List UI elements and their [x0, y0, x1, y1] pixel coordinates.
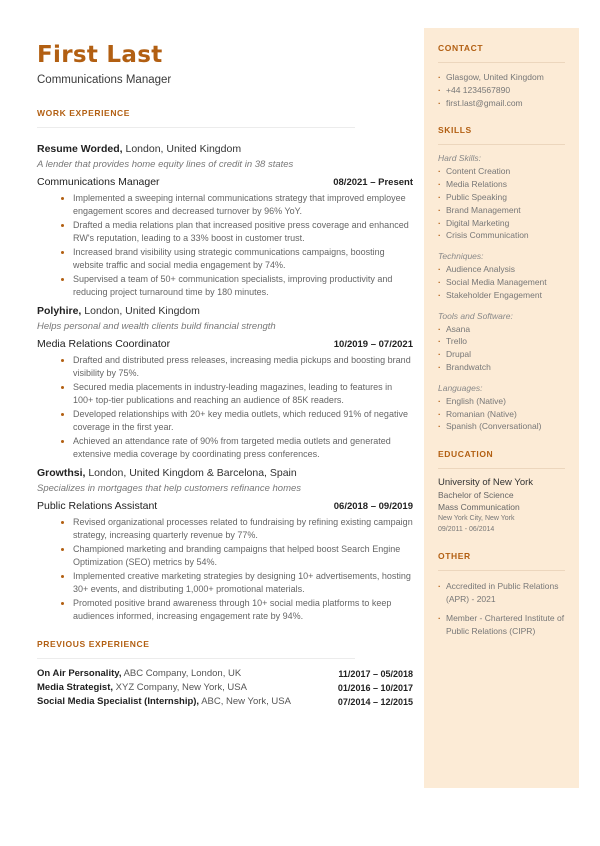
job-company-line: [37, 466, 413, 480]
contact-heading: CONTACT: [438, 43, 484, 53]
previous-role-line: [37, 667, 241, 681]
job-bullet: Increased brand visibility using strategic communications campaigns, boosting website traffic and social media engagement by 74%.: [61, 246, 413, 272]
skill-group-label: Techniques:: [438, 251, 484, 262]
skill-group-list: [438, 263, 565, 301]
skill-item: · Digital Marketing: [438, 217, 565, 230]
candidate-name: First Last: [37, 42, 163, 68]
skill-item: · Public Speaking: [438, 191, 565, 204]
job-company-line: [37, 304, 413, 318]
other-heading: OTHER: [438, 551, 471, 562]
job-role-row: [37, 176, 413, 188]
skill-group-list: [438, 323, 565, 374]
skills-heading: SKILLS: [438, 125, 472, 136]
job-company: Resume Worded,: [37, 143, 123, 155]
skill-item: · Stakeholder Engagement: [438, 289, 565, 302]
education-location: New York City, New York: [438, 515, 515, 523]
work-experience-heading: WORK EXPERIENCE: [37, 108, 131, 118]
skill-item: · Trello: [438, 335, 565, 348]
skill-group-label: Languages:: [438, 382, 483, 393]
job-bullet: Supervised a team of 50+ communication specialists, improving productivity and reducing project turnaround time by 180 minutes.: [61, 273, 413, 299]
job-bullet: Secured media placements in industry-leading magazines, leading to features in 100+ top-tier publications and reaching an audience of 85K readers.: [61, 381, 413, 407]
skill-item: · English (Native): [438, 395, 565, 408]
other-item: · Member - Chartered Institute of Public Relations (CIPR): [438, 612, 565, 638]
job-entry: [37, 466, 413, 623]
job-bullets: [61, 192, 413, 299]
other-list: [438, 580, 565, 637]
skill-group-list: [438, 165, 565, 242]
skill-item: · Spanish (Conversational): [438, 420, 565, 433]
divider: [37, 127, 355, 128]
skill-item: · Drupal: [438, 348, 565, 361]
job-bullet: Implemented creative marketing strategies by designing 10+ advertisements, hosting 30+ events, and distributing 1,000+ promotional materials.: [61, 570, 413, 596]
job-bullet: Developed relationships with 20+ key media outlets, which reduced 91% of negative coverage in the first year.: [61, 408, 413, 434]
skill-group-label: Tools and Software:: [438, 310, 513, 321]
divider: [37, 658, 355, 659]
job-bullet: Implemented a sweeping internal communications strategy that improved employee engagement scores and decreased turnover by 96% YoY.: [61, 192, 413, 218]
previous-dates: 01/2016 – 10/2017: [337, 683, 413, 693]
skill-item: · Audience Analysis: [438, 263, 565, 276]
education-school: University of New York: [438, 477, 534, 489]
job-company-line: [37, 142, 413, 156]
main-column: [37, 40, 413, 709]
sidebar: [424, 28, 579, 788]
skill-item: · Asana: [438, 323, 565, 336]
skills-groups: [438, 152, 565, 433]
job-company: Polyhire,: [37, 305, 82, 317]
job-entry: [37, 142, 413, 299]
job-dates: 10/2019 – 07/2021: [333, 339, 413, 350]
contact-item: · Glasgow, United Kingdom: [438, 71, 565, 84]
previous-role-line: [37, 695, 291, 709]
job-dates: 06/2018 – 09/2019: [333, 501, 413, 512]
contact-item: · +44 1234567890: [438, 84, 565, 97]
divider: [438, 62, 565, 63]
job-role-row: [37, 500, 413, 512]
job-role: Media Relations Coordinator: [37, 338, 171, 350]
divider: [438, 468, 565, 469]
skill-item: · Crisis Communication: [438, 229, 565, 242]
job-bullet: Promoted positive brand awareness through 10+ social media platforms to keep audiences informed, increasing engagement rate by 94%.: [61, 597, 413, 623]
job-role: Public Relations Assistant: [37, 500, 158, 512]
skill-item: · Brand Management: [438, 204, 565, 217]
education-degree: Bachelor of Science: [438, 490, 514, 501]
job-tagline: Specializes in mortgages that help customers refinance homes: [37, 483, 302, 494]
skill-item: · Social Media Management: [438, 276, 565, 289]
job-bullet: Drafted and distributed press releases, increasing media pickups and boosting brand visibility by 75%.: [61, 354, 413, 380]
previous-role-line: [37, 681, 247, 695]
work-experience-list: [37, 142, 413, 623]
previous-role: Media Strategist,: [37, 682, 114, 693]
contact-item: · first.last@gmail.com: [438, 97, 565, 110]
job-location: London, United Kingdom: [81, 305, 200, 317]
skill-group-list: [438, 395, 565, 433]
job-role-row: [37, 338, 413, 350]
other-item: · Accredited in Public Relations (APR) - 2021: [438, 580, 565, 606]
job-bullet: Championed marketing and branding campaigns that helped boost Search Engine Optimization (SEO) metrics by 54%.: [61, 543, 413, 569]
job-location: London, United Kingdom: [122, 143, 242, 155]
education-dates: 09/2011 - 06/2014: [438, 526, 495, 534]
job-company: Growthsi,: [37, 467, 86, 479]
divider: [438, 144, 565, 145]
previous-role: On Air Personality,: [37, 668, 122, 679]
job-bullets: [61, 354, 413, 461]
job-bullets: [61, 516, 413, 623]
job-tagline: Helps personal and wealth clients build financial strength: [37, 321, 276, 332]
previous-org: ABC, New York, USA: [199, 696, 291, 707]
job-dates: 08/2021 – Present: [333, 177, 413, 188]
previous-row: [37, 681, 413, 695]
divider: [438, 570, 565, 571]
previous-org: ABC Company, London, UK: [121, 668, 242, 679]
previous-dates: 07/2014 – 12/2015: [337, 697, 413, 707]
skill-item: · Romanian (Native): [438, 408, 565, 421]
skill-item: · Brandwatch: [438, 361, 565, 374]
contact-list: [438, 71, 565, 109]
previous-experience-list: [37, 667, 413, 709]
previous-experience-heading: PREVIOUS EXPERIENCE: [37, 639, 150, 649]
education-heading: EDUCATION: [438, 449, 494, 460]
job-bullet: Drafted a media relations plan that increased positive press coverage and enhanced RW's reputation, leading to a 33% boost in customer trust.: [61, 219, 413, 245]
skill-item: · Content Creation: [438, 165, 565, 178]
previous-dates: 11/2017 – 05/2018: [338, 669, 413, 679]
education-major: Mass Communication: [438, 502, 520, 513]
job-role: Communications Manager: [37, 176, 160, 188]
skill-group-label: Hard Skills:: [438, 153, 481, 164]
job-bullet: Revised organizational processes related to fundraising by refining existing campaign strategy, increasing quarterly revenue by 77%.: [61, 516, 413, 542]
job-location: London, United Kingdom & Barcelona, Spain: [85, 467, 297, 479]
previous-row: [37, 667, 413, 681]
previous-role: Social Media Specialist (Internship),: [37, 696, 200, 707]
skill-item: · Media Relations: [438, 178, 565, 191]
job-bullet: Achieved an attendance rate of 90% from targeted media outlets and generated extensive media coverage by coordinating press conferences.: [61, 435, 413, 461]
previous-org: XYZ Company, New York, USA: [113, 682, 247, 693]
candidate-title: Communications Manager: [37, 74, 172, 86]
job-tagline: A lender that provides home equity lines of credit in 38 states: [37, 159, 294, 170]
job-entry: [37, 304, 413, 461]
previous-row: [37, 695, 413, 709]
